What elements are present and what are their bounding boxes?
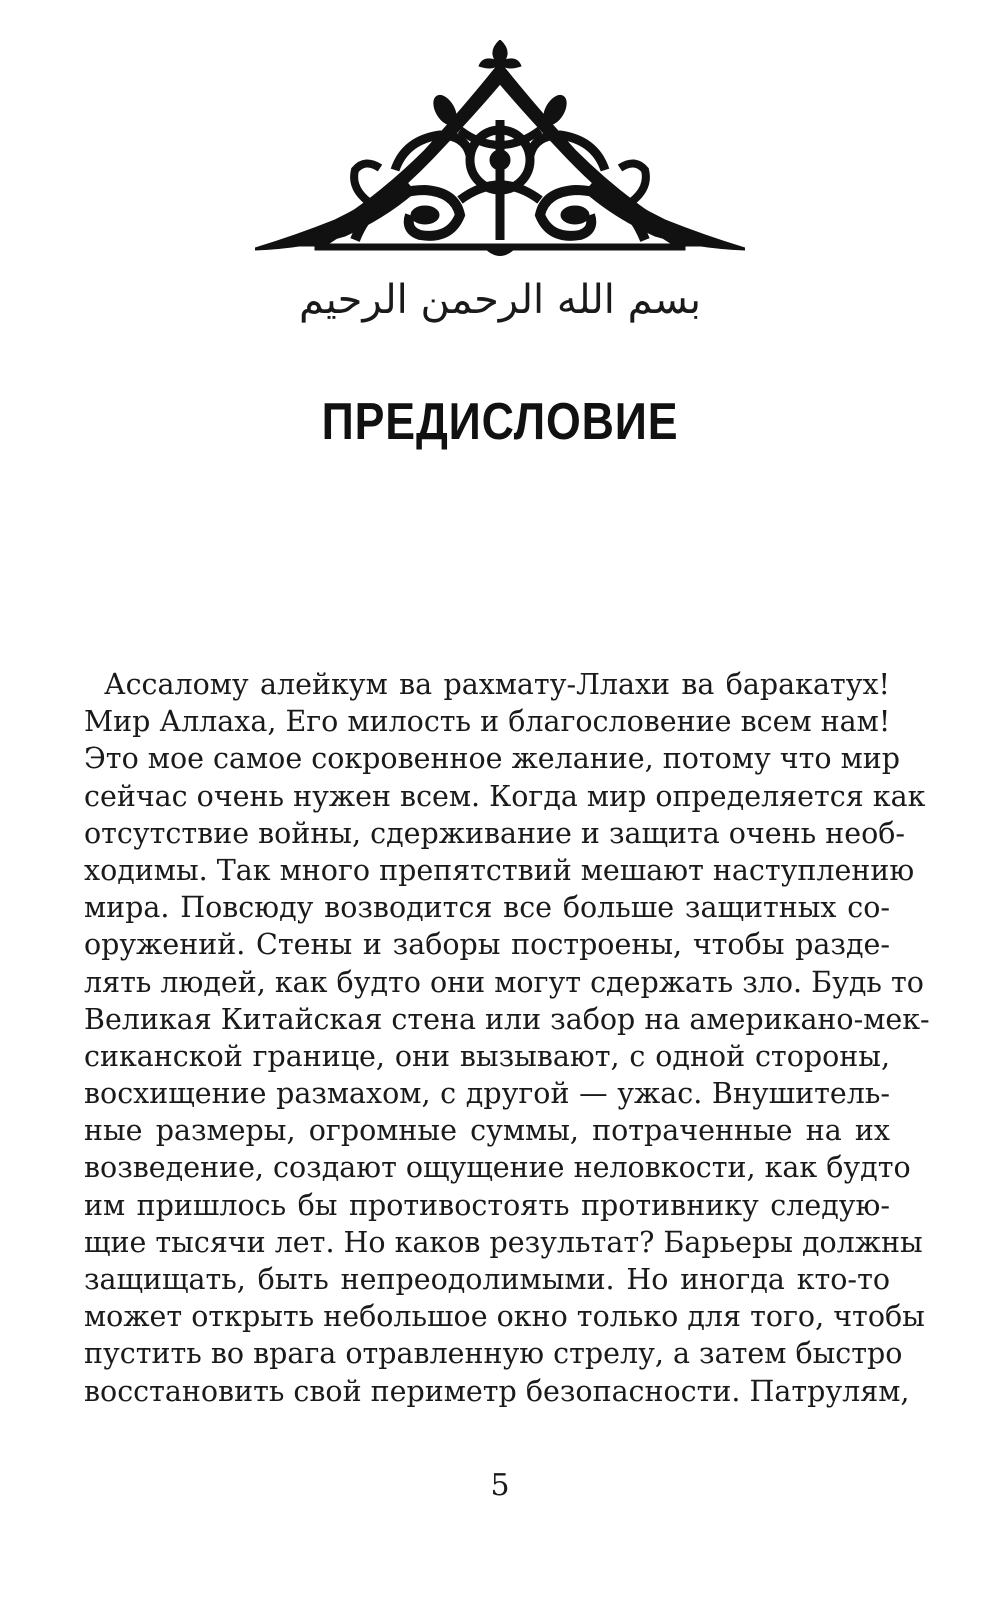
text-line: Мир Аллаха, Его милость и благословение всем нам! [84, 705, 891, 739]
text-line: сейчас очень нужен всем. Когда мир определяется как [84, 779, 926, 813]
text-line: защищать, быть непреодолимыми. Но иногда кто-то [84, 1263, 890, 1296]
chapter-title: ПРЕДИСЛОВИЕ [321, 393, 679, 451]
text-line: оружений. Стены и заборы построены, чтобы разде- [84, 928, 890, 962]
text-line: пустить во врага отравленную стрелу, а затем быстро [84, 1337, 903, 1371]
page-number: 5 [490, 1468, 510, 1503]
text-line: лять людей, как будто они могут сдержать зло. Будь то [84, 965, 924, 999]
text-line: ходимы. Так много препятствий мешают наступлению [84, 853, 915, 887]
text-line: восстановить свой периметр безопасности. Патрулям, [84, 1374, 910, 1408]
text-line: сиканской границе, они вызывают, с одной стороны, [84, 1039, 890, 1073]
text-line: ные размеры, огромные суммы, потраченные на их [84, 1114, 890, 1148]
arabesque-ornament-icon [255, 40, 745, 265]
text-line: Это мое самое сокровенное желание, потому что мир [84, 742, 901, 776]
text-line: Ассалому алейкум ва рахмату-Ллахи ва баракатух! [104, 668, 890, 701]
text-line: возведение, создают ощущение неловкости, как будто [84, 1151, 911, 1185]
text-line: восхищение размахом, с другой — ужас. Внушитель- [84, 1077, 890, 1111]
text-line: мира. Повсюду возводится все больше защитных со- [84, 891, 890, 925]
text-line: им пришлось бы противостоять противнику следую- [84, 1188, 890, 1222]
text-line: щие тысячи лет. Но каков результат? Барьеры должны [84, 1225, 923, 1259]
text-line: может открыть небольшое окно только для того, чтобы [84, 1300, 925, 1334]
basmala: بسم الله الرحمن الرحيم [298, 277, 702, 323]
text-line: Великая Китайская стена или забор на американо-мек- [84, 1002, 930, 1036]
text-line: отсутствие войны, сдерживание и защита очень необ- [84, 816, 906, 850]
body-text [84, 666, 930, 1410]
